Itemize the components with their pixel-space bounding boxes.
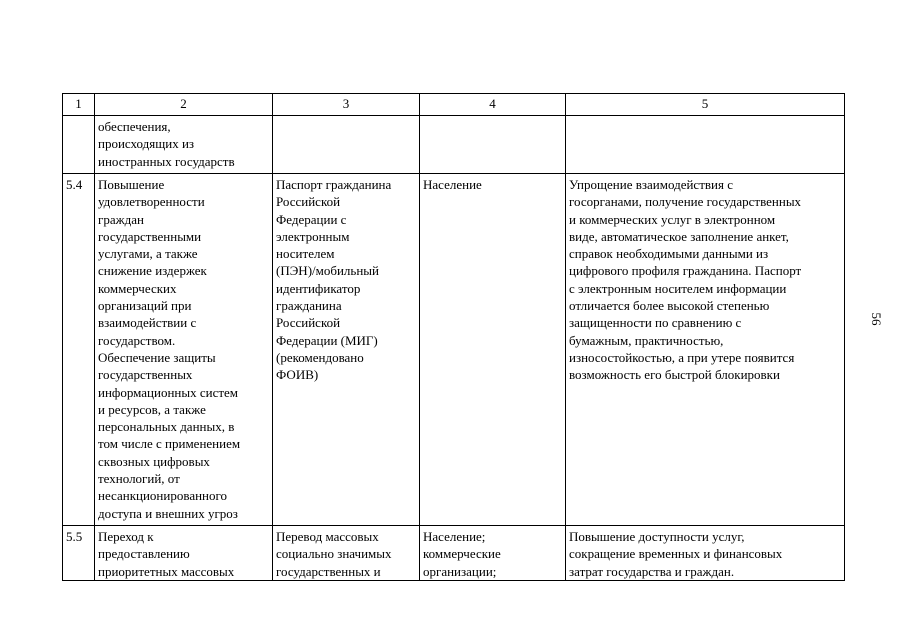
text-line: информационных систем <box>98 384 239 400</box>
text-line: сквозных цифровых <box>98 453 210 469</box>
text-line: том числе с применением <box>98 436 241 452</box>
text-line: граждан <box>98 211 144 227</box>
text-line: Паспорт гражданина <box>276 177 392 192</box>
text-line: отличается более высокой степенью <box>569 298 770 314</box>
text-line: ФОИВ) <box>276 367 319 383</box>
product-cell <box>273 526 420 581</box>
text-line: государственными <box>98 228 202 244</box>
text-line: (рекомендовано <box>276 349 364 365</box>
text-line: социально значимых <box>276 546 392 562</box>
text-line: технологий, от <box>98 471 180 487</box>
text-line: государством. <box>98 332 176 348</box>
text-line: цифрового профиля гражданина. Паспорт <box>569 263 802 279</box>
text-line: доступа и внешних угроз <box>98 505 238 521</box>
table-row <box>63 526 845 581</box>
text-line: с электронным носителем информации <box>569 280 787 296</box>
text-line: государственных <box>98 367 193 383</box>
effect-cell <box>566 174 845 526</box>
header-cell-1: 1 <box>63 94 95 116</box>
text-line: бумажным, практичностью, <box>569 332 724 348</box>
text-line: Федерации с <box>276 211 347 227</box>
text-line: гражданина <box>276 298 342 314</box>
text-line: Российской <box>276 315 341 331</box>
product-cell <box>273 116 420 174</box>
text-line: идентификатор <box>276 280 361 296</box>
text-line: удовлетворенности <box>98 194 205 210</box>
text-line: организаций при <box>98 298 192 314</box>
text-line: обеспечения, <box>98 119 171 134</box>
text-line: Обеспечение защиты <box>98 349 216 365</box>
header-cell-4: 4 <box>420 94 566 116</box>
text-line: несанкционированного <box>98 488 228 504</box>
text-line: коммерческие <box>423 546 501 562</box>
text-line: справок необходимыми данными из <box>569 246 769 262</box>
text-line: затрат государства и граждан. <box>569 563 735 579</box>
consumers-cell <box>420 174 566 526</box>
goal-cell <box>95 174 273 526</box>
text-line: Упрощение взаимодействия с <box>569 177 733 192</box>
text-line: износостойкостью, а при утере появится <box>569 349 795 365</box>
effect-cell <box>566 116 845 174</box>
text-line: и коммерческих услуг в электронном <box>569 211 776 227</box>
table-row <box>63 116 845 174</box>
effect-cell <box>566 526 845 581</box>
header-cell-2: 2 <box>95 94 273 116</box>
goal-cell <box>95 526 273 581</box>
product-cell <box>273 174 420 526</box>
text-line: сокращение временных и финансовых <box>569 546 783 562</box>
text-line: иностранных государств <box>98 153 235 169</box>
text-line: предоставлению <box>98 546 190 562</box>
text-line: Перевод массовых <box>276 529 379 544</box>
header-cell-5: 5 <box>566 94 845 116</box>
text-line: организации; <box>423 563 497 579</box>
text-line: носителем <box>276 246 335 262</box>
text-line: госорганами, получение государственных <box>569 194 802 210</box>
text-line: коммерческих <box>98 280 177 296</box>
row-number-cell: 5.5 <box>63 526 95 581</box>
goal-cell <box>95 116 273 174</box>
text-line: Повышение <box>98 177 165 192</box>
text-line: Население; <box>423 529 486 544</box>
page-number: 56 <box>869 312 884 326</box>
text-line: взаимодействии с <box>98 315 197 331</box>
text-line: защищенности по сравнению с <box>569 315 742 331</box>
text-line: электронным <box>276 228 350 244</box>
table-row <box>63 174 845 526</box>
row-number-cell: 5.4 <box>63 174 95 526</box>
consumers-cell <box>420 526 566 581</box>
text-line: снижение издержек <box>98 263 207 279</box>
text-line: и ресурсов, а также <box>98 401 206 417</box>
text-line: Переход к <box>98 529 154 544</box>
text-line: виде, автоматическое заполнение анкет, <box>569 228 789 244</box>
header-cell-3: 3 <box>273 94 420 116</box>
text-line: приоритетных массовых <box>98 563 235 579</box>
text-line: услугами, а также <box>98 246 198 262</box>
text-line: Российской <box>276 194 341 210</box>
text-line: персональных данных, в <box>98 419 235 435</box>
document-table <box>62 93 845 581</box>
text-line: Повышение доступности услуг, <box>569 529 745 544</box>
text-line: происходящих из <box>98 136 195 152</box>
text-line: возможность его быстрой блокировки <box>569 367 780 383</box>
table-header-row <box>63 94 845 116</box>
consumers-cell <box>420 116 566 174</box>
text-line: Население <box>423 177 482 192</box>
row-number-cell <box>63 116 95 174</box>
text-line: (ПЭН)/мобильный <box>276 263 379 279</box>
text-line: Федерации (МИГ) <box>276 332 378 348</box>
text-line: государственных и <box>276 563 381 579</box>
